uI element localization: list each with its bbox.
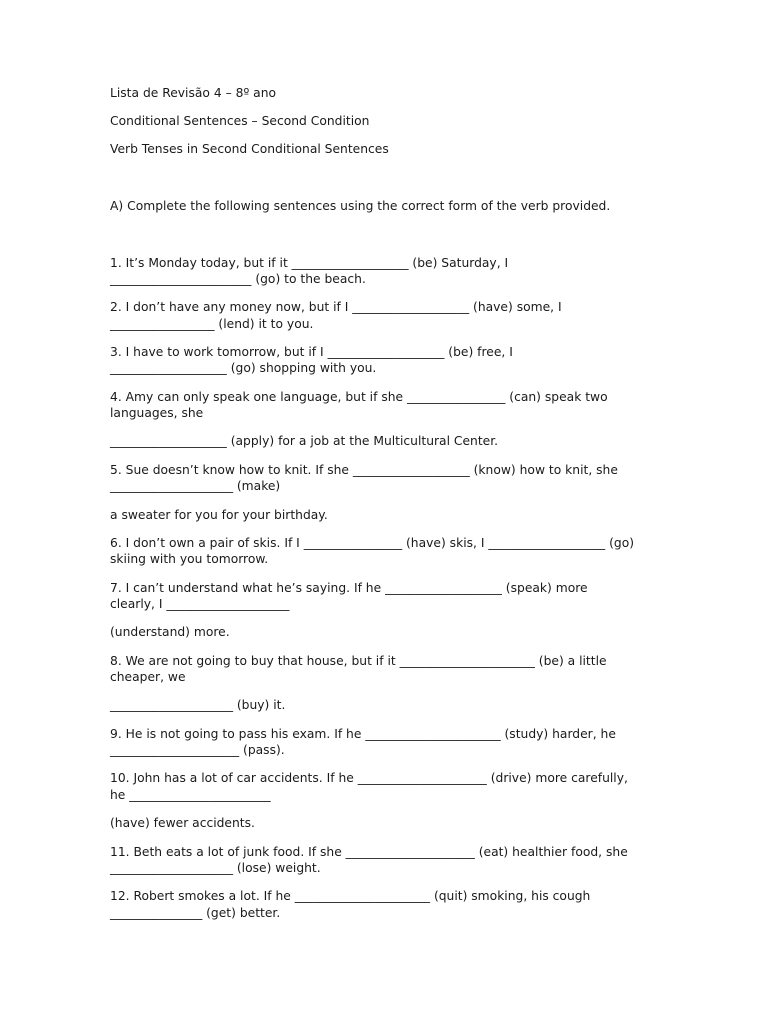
exercise-3-line-1: 3. I have to work tomorrow, but if I ___________________ (be) free, I [110,345,513,359]
exercise-1-line-1: 1. It’s Monday today, but if it ___________________ (be) Saturday, I [110,256,509,270]
exercise-5-line-2: ____________________ (make) [110,479,281,493]
exercise-11-line-2: ____________________ (lose) weight. [110,861,321,875]
exercise-1-line-2: _______________________ (go) to the beach. [110,272,366,286]
exercise-4-line-2: languages, she [110,406,204,420]
exercise-7-line-2: clearly, I ____________________ [110,597,290,611]
exercise-12-line-1: 12. Robert smokes a lot. If he ______________________ (quit) smoking, his cough [110,889,591,903]
exercise-12-line-2: _______________ (get) better. [110,906,281,920]
exercise-8-line-2: cheaper, we [110,670,186,684]
exercise-3-line-2: ___________________ (go) shopping with you. [110,361,377,375]
document-topic: Verb Tenses in Second Conditional Sentences [110,142,389,156]
exercise-7-line-1: 7. I can’t understand what he’s saying. If he ___________________ (speak) more [110,581,588,595]
exercise-8-line-1: 8. We are not going to buy that house, but if it ______________________ (be) a little [110,654,607,668]
exercise-9-line-2: _____________________ (pass). [110,743,285,757]
exercise-6-line-1: 6. I don’t own a pair of skis. If I ________________ (have) skis, I ___________________ (go) [110,536,635,550]
exercise-10-line-2: he _______________________ [110,788,271,802]
exercise-5-line-3: a sweater for you for your birthday. [110,508,328,522]
exercise-4-line-1: 4. Amy can only speak one language, but if she ________________ (can) speak two [110,390,608,404]
exercise-2-line-1: 2. I don’t have any money now, but if I ___________________ (have) some, I [110,300,562,314]
exercise-8-line-3: ____________________ (buy) it. [110,698,286,712]
exercise-11-line-1: 11. Beth eats a lot of junk food. If she _____________________ (eat) healthier food, she [110,845,628,859]
exercise-2-line-2: _________________ (lend) it to you. [110,317,314,331]
exercise-10-line-1: 10. John has a lot of car accidents. If he _____________________ (drive) more carefully, [110,771,628,785]
exercise-6-line-2: skiing with you tomorrow. [110,552,269,566]
exercise-5-line-1: 5. Sue doesn’t know how to knit. If she ___________________ (know) how to knit, she [110,463,618,477]
exercise-4-line-3: ___________________ (apply) for a job at the Multicultural Center. [110,434,499,448]
exercise-instruction: A) Complete the following sentences using the correct form of the verb provided. [110,199,611,213]
exercise-9-line-1: 9. He is not going to pass his exam. If he ______________________ (study) harder, he [110,727,616,741]
exercise-7-line-3: (understand) more. [110,625,230,639]
document-title: Lista de Revisão 4 – 8º ano [110,86,277,100]
exercise-10-line-3: (have) fewer accidents. [110,816,255,830]
document-subtitle: Conditional Sentences – Second Condition [110,114,370,128]
